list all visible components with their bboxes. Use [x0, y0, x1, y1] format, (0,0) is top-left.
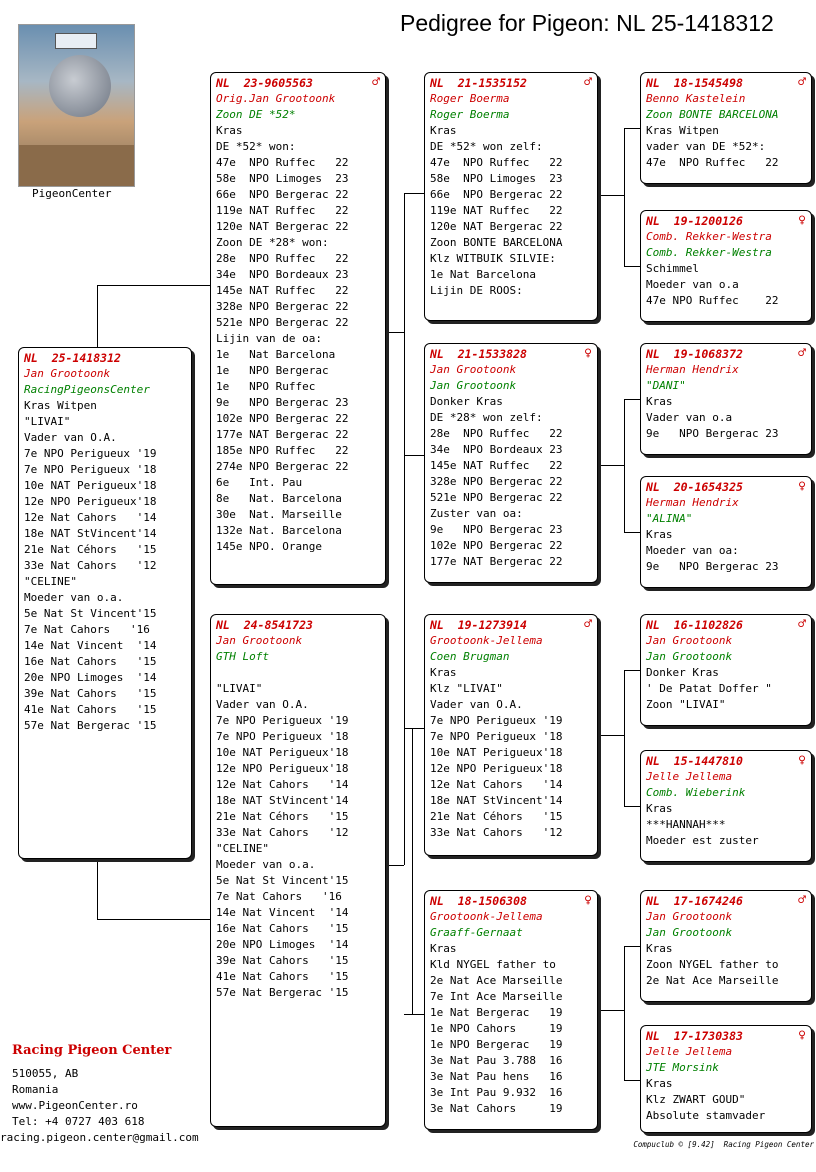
breeder-name: Herman Hendrix	[646, 363, 739, 376]
logo-caption: PigeonCenter	[32, 187, 112, 200]
info-line: 33e Nat Cahors '12	[216, 826, 349, 839]
connector-line	[598, 195, 624, 196]
info-line: 120e NAT Bergerac 22	[430, 220, 563, 233]
ring-number: NL 15-1447810	[646, 754, 743, 768]
info-line: 33e Nat Cahors '12	[430, 826, 563, 839]
footer-name: Racing Pigeon Center	[12, 1043, 172, 1058]
info-line: 20e NPO Limoges '14	[24, 671, 157, 684]
card-header	[430, 346, 592, 362]
male-symbol-icon: ♂	[798, 75, 806, 90]
card-header	[646, 213, 806, 229]
info-line: 18e NAT StVincent'14	[216, 794, 349, 807]
info-line: 119e NAT Ruffec 22	[216, 204, 349, 217]
connector-line	[624, 946, 625, 1081]
info-line: 34e NPO Bordeaux 23	[216, 268, 349, 281]
owner-name: Zoon DE *52*	[216, 108, 296, 121]
info-line: Moeder van oa:	[646, 544, 739, 557]
male-symbol-icon: ♂	[798, 893, 806, 908]
info-line: 20e NPO Limoges '14	[216, 938, 349, 951]
info-line: 274e NPO Bergerac 22	[216, 460, 349, 473]
info-line: 7e NPO Perigueux '18	[216, 730, 349, 743]
owner-name: Comb. Rekker-Westra	[646, 246, 772, 259]
owner-name: Zoon BONTE BARCELONA	[646, 108, 779, 121]
ring-number: NL 25-1418312	[24, 351, 121, 365]
ring-number: NL 23-9605563	[216, 76, 313, 90]
info-line: Kras	[646, 395, 673, 408]
info-line: 58e NPO Limoges 23	[216, 172, 349, 185]
info-line: 33e Nat Cahors '12	[24, 559, 157, 572]
info-line: DE *28* won zelf:	[430, 411, 543, 424]
info-line: 47e NPO Ruffec 22	[646, 294, 779, 307]
footer-email[interactable]: racing.pigeon.center@gmail.com	[0, 1131, 199, 1144]
info-line: 145e NPO. Orange	[216, 540, 322, 553]
info-line: 2e Nat Ace Marseille	[430, 974, 563, 987]
card-header	[24, 350, 186, 366]
connector-line	[404, 193, 405, 865]
card-header	[216, 75, 380, 91]
info-line: 3e Int Pau 9.932 16	[430, 1086, 563, 1099]
info-line: Vader van O.A.	[24, 431, 117, 444]
info-line: 10e NAT Perigueux'18	[216, 746, 349, 759]
owner-name: Graaff-Gernaat	[430, 926, 523, 939]
connector-line	[624, 399, 640, 400]
info-line: Zuster van oa:	[430, 507, 523, 520]
info-line: Kld NYGEL father to	[430, 958, 556, 971]
info-line: 14e Nat Vincent '14	[24, 639, 157, 652]
connector-line	[624, 670, 640, 671]
info-line: Kras	[646, 528, 673, 541]
info-line: 12e Nat Cahors '14	[216, 778, 349, 791]
breeder-name: Comb. Rekker-Westra	[646, 230, 772, 243]
female-symbol-icon: ♀	[798, 753, 806, 768]
logo-emblem	[55, 33, 97, 49]
info-line: 7e NPO Perigueux '19	[216, 714, 349, 727]
pigeon-center-logo	[18, 24, 135, 187]
female-symbol-icon: ♀	[798, 1028, 806, 1043]
owner-name: Jan Grootoonk	[646, 926, 733, 939]
info-line: Kras	[430, 666, 457, 679]
info-line: Kras	[646, 1077, 673, 1090]
info-line: Moeder est zuster	[646, 834, 759, 847]
info-line: 18e NAT StVincent'14	[24, 527, 157, 540]
info-line: ' De Patat Doffer "	[646, 682, 772, 695]
female-symbol-icon: ♀	[584, 346, 592, 361]
info-line: Zoon NYGEL father to	[646, 958, 779, 971]
female-symbol-icon: ♀	[798, 213, 806, 228]
info-line: 145e NAT Ruffec 22	[430, 459, 563, 472]
pigeon-card-main[interactable]	[18, 347, 192, 859]
pigeon-card-sds[interactable]	[640, 343, 812, 455]
card-header	[646, 1028, 806, 1044]
info-line: Lijin DE ROOS:	[430, 284, 523, 297]
info-line: 521e NPO Bergerac 22	[430, 491, 563, 504]
male-symbol-icon: ♂	[584, 75, 592, 90]
info-line: 28e NPO Ruffec 22	[430, 427, 563, 440]
info-line: Zoon DE *28* won:	[216, 236, 329, 249]
info-line: 9e NPO Bergerac 23	[646, 427, 779, 440]
breeder-name: Orig.Jan Grootoonk	[216, 92, 336, 105]
info-line: Donker Kras	[430, 395, 503, 408]
info-line: Kras Witpen	[646, 124, 719, 137]
logo-banner	[19, 145, 134, 187]
info-line: 328e NPO Bergerac 22	[216, 300, 349, 313]
info-line: 47e NPO Ruffec 22	[430, 156, 563, 169]
info-line: 5e Nat St Vincent'15	[216, 874, 349, 887]
info-line: Kras	[430, 942, 457, 955]
info-line: Vader van O.A.	[216, 698, 309, 711]
info-line: "LIVAI"	[24, 415, 71, 428]
info-line: 102e NPO Bergerac 22	[430, 539, 563, 552]
info-line: 21e Nat Céhors '15	[216, 810, 349, 823]
info-line: 185e NPO Ruffec 22	[216, 444, 349, 457]
info-line: 12e Nat Cahors '14	[430, 778, 563, 791]
footer-phone: Tel: +4 0727 403 618	[12, 1115, 145, 1128]
pigeon-image	[49, 55, 111, 117]
ring-number: NL 21-1535152	[430, 76, 527, 90]
info-line: 16e Nat Cahors '15	[24, 655, 157, 668]
pigeon-card-dds[interactable]	[640, 890, 812, 1002]
breeder-name: Jelle Jellema	[646, 770, 733, 783]
info-line: DE *52* won:	[216, 140, 296, 153]
ring-number: NL 19-1273914	[430, 618, 527, 632]
info-line: 7e NPO Perigueux '19	[24, 447, 157, 460]
card-header	[646, 479, 806, 495]
breeder-name: Jan Grootoonk	[24, 367, 111, 380]
info-line: 12e NPO Perigueux'18	[430, 762, 563, 775]
connector-line	[97, 919, 210, 920]
connector-line	[97, 285, 98, 347]
info-line: Zoon BONTE BARCELONA	[430, 236, 563, 249]
card-header	[646, 617, 806, 633]
male-symbol-icon: ♂	[372, 75, 380, 90]
info-line: 1e Nat Bergerac 19	[430, 1006, 563, 1019]
info-line: 10e NAT Perigueux'18	[430, 746, 563, 759]
info-line: 521e NPO Bergerac 22	[216, 316, 349, 329]
info-line: Donker Kras	[646, 666, 719, 679]
pigeon-card-ddd[interactable]	[640, 1025, 812, 1133]
footer-country: Romania	[12, 1083, 59, 1096]
info-line: Kras Witpen	[24, 399, 97, 412]
owner-name: "ALINA"	[646, 512, 693, 525]
info-line: 57e Nat Bergerac '15	[24, 719, 157, 732]
pigeon-card-dam[interactable]	[210, 614, 386, 1127]
info-line: 177e NAT Bergerac 22	[430, 555, 563, 568]
connector-line	[598, 465, 624, 466]
card-header	[646, 346, 806, 362]
info-line: 30e Nat. Marseille	[216, 508, 342, 521]
info-line: Klz "LIVAI"	[430, 682, 503, 695]
ring-number: NL 19-1200126	[646, 214, 743, 228]
card-header	[430, 893, 592, 909]
info-line: 34e NPO Bordeaux 23	[430, 443, 563, 456]
breeder-name: Jan Grootoonk	[430, 363, 517, 376]
card-header	[646, 753, 806, 769]
card-header	[216, 617, 380, 633]
info-line: Lijin van de oa:	[216, 332, 322, 345]
info-line: 119e NAT Ruffec 22	[430, 204, 563, 217]
info-line: 3e Nat Cahors 19	[430, 1102, 563, 1115]
info-line: 7e Nat Cahors '16	[216, 890, 342, 903]
ring-number: NL 18-1545498	[646, 76, 743, 90]
connector-line	[404, 1014, 424, 1015]
info-line: 10e NAT Perigueux'18	[24, 479, 157, 492]
info-line: 5e Nat St Vincent'15	[24, 607, 157, 620]
info-line: 66e NPO Bergerac 22	[430, 188, 563, 201]
connector-line	[624, 1080, 640, 1081]
page-title: Pedigree for Pigeon: NL 25-1418312	[400, 10, 774, 36]
connector-line	[404, 455, 424, 456]
info-line: Moeder van o.a.	[24, 591, 124, 604]
breeder-name: Jan Grootoonk	[646, 634, 733, 647]
connector-line	[624, 946, 640, 947]
breeder-name: Roger Boerma	[430, 92, 510, 105]
info-line: 6e Int. Pau	[216, 476, 303, 489]
info-line: 1e NPO Ruffec	[216, 380, 316, 393]
info-line: 2e Nat Ace Marseille	[646, 974, 779, 987]
info-line: 328e NPO Bergerac 22	[430, 475, 563, 488]
info-line: 7e Int Ace Marseille	[430, 990, 563, 1003]
info-line: 145e NAT Ruffec 22	[216, 284, 349, 297]
info-line: 9e NPO Bergerac 23	[216, 396, 349, 409]
info-line: Moeder van o.a	[646, 278, 739, 291]
software-credit: Compuclub © [9.42] Racing Pigeon Center	[633, 1140, 814, 1149]
ring-number: NL 24-8541723	[216, 618, 313, 632]
info-line: 1e Nat Barcelona	[430, 268, 536, 281]
breeder-name: Grootoonk-Jellema	[430, 910, 543, 923]
pigeon-card-sire[interactable]	[210, 72, 386, 585]
female-symbol-icon: ♀	[798, 479, 806, 494]
info-line: 14e Nat Vincent '14	[216, 906, 349, 919]
info-line: Absolute stamvader	[646, 1109, 766, 1122]
info-line: "LIVAI"	[216, 682, 263, 695]
info-line: 47e NPO Ruffec 22	[216, 156, 349, 169]
pigeon-card-sire-sire[interactable]	[424, 72, 598, 321]
connector-line	[624, 399, 625, 533]
connector-line	[624, 532, 640, 533]
info-line: Zoon "LIVAI"	[646, 698, 726, 711]
info-line: 18e NAT StVincent'14	[430, 794, 563, 807]
owner-name: "DANI"	[646, 379, 686, 392]
breeder-name: Jan Grootoonk	[216, 634, 303, 647]
info-line: 16e Nat Cahors '15	[216, 922, 349, 935]
connector-line	[404, 193, 424, 194]
info-line: 57e Nat Bergerac '15	[216, 986, 349, 999]
info-line: Klz ZWART GOUD"	[646, 1093, 746, 1106]
pigeon-card-sss[interactable]	[640, 72, 812, 184]
info-line: 7e NPO Perigueux '18	[430, 730, 563, 743]
info-line: 3e Nat Pau hens 16	[430, 1070, 563, 1083]
owner-name: Roger Boerma	[430, 108, 510, 121]
owner-name: Comb. Wieberink	[646, 786, 746, 799]
info-line: 102e NPO Bergerac 22	[216, 412, 349, 425]
breeder-name: Grootoonk-Jellema	[430, 634, 543, 647]
male-symbol-icon: ♂	[584, 617, 592, 632]
breeder-name: Jelle Jellema	[646, 1045, 733, 1058]
connector-line	[386, 332, 404, 333]
pigeon-card-dam-dam[interactable]	[424, 890, 598, 1130]
info-line: 7e Nat Cahors '16	[24, 623, 150, 636]
info-line: 21e Nat Céhors '15	[430, 810, 563, 823]
female-symbol-icon: ♀	[584, 893, 592, 908]
ring-number: NL 17-1730383	[646, 1029, 743, 1043]
card-header	[646, 893, 806, 909]
connector-line	[598, 735, 624, 736]
breeder-name: Herman Hendrix	[646, 496, 739, 509]
ring-number: NL 19-1068372	[646, 347, 743, 361]
info-line: Moeder van o.a.	[216, 858, 316, 871]
owner-name: RacingPigeonsCenter	[24, 383, 150, 396]
info-line: ***HANNAH***	[646, 818, 726, 831]
card-header	[430, 617, 592, 633]
info-line: Schimmel	[646, 262, 699, 275]
owner-name: Coen Brugman	[430, 650, 510, 663]
pigeon-card-dsd[interactable]	[640, 750, 812, 862]
info-line: 1e NPO Bergerac 19	[430, 1038, 563, 1051]
connector-line	[404, 728, 424, 729]
info-line: DE *52* won zelf:	[430, 140, 543, 153]
info-line: 8e Nat. Barcelona	[216, 492, 342, 505]
ring-number: NL 21-1533828	[430, 347, 527, 361]
connector-line	[624, 806, 640, 807]
info-line: Kras	[430, 124, 457, 137]
info-line: 39e Nat Cahors '15	[216, 954, 349, 967]
info-line: 7e NPO Perigueux '18	[24, 463, 157, 476]
owner-name: Jan Grootoonk	[646, 650, 733, 663]
connector-line	[624, 670, 625, 806]
info-line: 47e NPO Ruffec 22	[646, 156, 779, 169]
connector-line	[624, 128, 640, 129]
info-line: "CELINE"	[216, 842, 269, 855]
info-line: Kras	[216, 124, 243, 137]
info-line: 3e Nat Pau 3.788 16	[430, 1054, 563, 1067]
info-line: 12e NPO Perigueux'18	[216, 762, 349, 775]
footer-website[interactable]: www.PigeonCenter.ro	[12, 1099, 138, 1112]
info-line: 41e Nat Cahors '15	[24, 703, 157, 716]
info-line: Kras	[646, 942, 673, 955]
connector-line	[386, 865, 404, 866]
ring-number: NL 18-1506308	[430, 894, 527, 908]
breeder-name: Jan Grootoonk	[646, 910, 733, 923]
owner-name: Jan Grootoonk	[430, 379, 517, 392]
info-line: Vader van o.a	[646, 411, 733, 424]
pigeon-card-ssd[interactable]	[640, 210, 812, 322]
owner-name: GTH Loft	[216, 650, 269, 663]
info-line: 177e NAT Bergerac 22	[216, 428, 349, 441]
info-line: "CELINE"	[24, 575, 77, 588]
info-line	[216, 665, 380, 681]
info-line: 21e Nat Céhors '15	[24, 543, 157, 556]
info-line: Kras	[646, 802, 673, 815]
connector-line	[97, 859, 98, 920]
male-symbol-icon: ♂	[798, 617, 806, 632]
info-line: 12e NPO Perigueux'18	[24, 495, 157, 508]
info-line: 9e NPO Bergerac 23	[646, 560, 779, 573]
info-line: 41e Nat Cahors '15	[216, 970, 349, 983]
card-header	[430, 75, 592, 91]
info-line: 1e Nat Barcelona	[216, 348, 336, 361]
info-line: 120e NAT Bergerac 22	[216, 220, 349, 233]
info-line: Vader van O.A.	[430, 698, 523, 711]
male-symbol-icon: ♂	[798, 346, 806, 361]
info-line: 132e Nat. Barcelona	[216, 524, 342, 537]
connector-line	[624, 266, 640, 267]
info-line: 1e NPO Bergerac	[216, 364, 329, 377]
info-line: Klz WITBUIK SILVIE:	[430, 252, 556, 265]
connector-line	[624, 128, 625, 267]
owner-name: JTE Morsink	[646, 1061, 719, 1074]
connector-line	[412, 728, 413, 1015]
pigeon-card-sdd[interactable]	[640, 476, 812, 588]
info-line: 58e NPO Limoges 23	[430, 172, 563, 185]
card-header	[646, 75, 806, 91]
pigeon-card-dam-sire[interactable]	[424, 614, 598, 856]
ring-number: NL 16-1102826	[646, 618, 743, 632]
pigeon-card-sire-dam[interactable]	[424, 343, 598, 583]
ring-number: NL 17-1674246	[646, 894, 743, 908]
info-line: 1e NPO Cahors 19	[430, 1022, 563, 1035]
footer-contact	[12, 1043, 171, 1130]
connector-line	[598, 1010, 624, 1011]
footer-postal: 510055, AB	[12, 1067, 79, 1080]
info-line: 9e NPO Bergerac 23	[430, 523, 563, 536]
pigeon-card-dss[interactable]	[640, 614, 812, 726]
info-line: 66e NPO Bergerac 22	[216, 188, 349, 201]
info-line: 28e NPO Ruffec 22	[216, 252, 349, 265]
connector-line	[97, 285, 210, 286]
info-line: 39e Nat Cahors '15	[24, 687, 157, 700]
ring-number: NL 20-1654325	[646, 480, 743, 494]
info-line: 12e Nat Cahors '14	[24, 511, 157, 524]
info-line: 7e NPO Perigueux '19	[430, 714, 563, 727]
info-line: vader van DE *52*:	[646, 140, 766, 153]
breeder-name: Benno Kastelein	[646, 92, 746, 105]
